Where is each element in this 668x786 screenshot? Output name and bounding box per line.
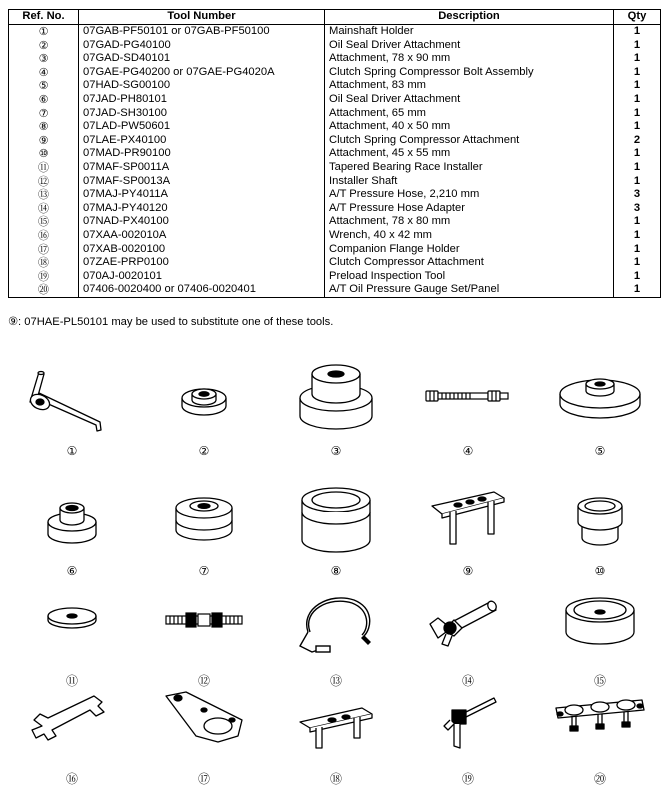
qty-cell: 1 [614, 175, 661, 189]
header-description: Description [325, 10, 614, 25]
tool-number-cell: 07LAE-PX40100 [79, 134, 325, 148]
ref-cell: ⑨ [9, 134, 79, 148]
ref-cell: ⑬ [9, 188, 79, 202]
ref-cell: ② [9, 39, 79, 53]
tool-label: ⑤ [594, 444, 606, 458]
qty-cell: 1 [614, 215, 661, 229]
attachment-65-icon [138, 478, 270, 560]
table-row [9, 39, 661, 53]
tool-label: ① [66, 444, 78, 458]
tool-illustration [402, 588, 534, 694]
tool-number-cell: 07NAD-PX40100 [79, 215, 325, 229]
tool-illustration [402, 358, 534, 464]
tool-number-cell: 07GAE-PG40200 or 07GAE-PG4020A [79, 66, 325, 80]
bearing-race-installer-icon [6, 588, 138, 670]
qty-cell: 1 [614, 39, 661, 53]
ref-cell: ⑯ [9, 229, 79, 243]
qty-cell: 1 [614, 79, 661, 93]
description-cell: Attachment, 65 mm [325, 107, 614, 121]
qty-cell: 1 [614, 161, 661, 175]
ref-cell: ③ [9, 52, 79, 66]
qty-cell: 1 [614, 120, 661, 134]
tool-illustration [534, 478, 666, 584]
tool-illustration [6, 686, 138, 786]
tool-number-cell: 07MAD-PR90100 [79, 147, 325, 161]
tool-number-cell: 07ZAE-PRP0100 [79, 256, 325, 270]
wrench-icon [6, 686, 138, 768]
attachment-78x90-icon [270, 358, 402, 440]
description-cell: Clutch Spring Compressor Bolt Assembly [325, 66, 614, 80]
attachment-83-icon [534, 358, 666, 440]
table-row [9, 25, 661, 39]
pressure-hose-icon [270, 588, 402, 670]
qty-cell: 1 [614, 283, 661, 297]
ref-cell: ⑤ [9, 79, 79, 93]
table-row [9, 256, 661, 270]
table-body [9, 25, 661, 298]
tool-number-cell: 07MAF-SP0011A [79, 161, 325, 175]
note-text: : 07HAE-PL50101 may be used to substitute one of these tools. [18, 316, 334, 328]
ref-cell: ① [9, 25, 79, 39]
ref-cell: ⑰ [9, 243, 79, 257]
table-row [9, 107, 661, 121]
description-cell: Clutch Compressor Attachment [325, 256, 614, 270]
qty-cell: 3 [614, 202, 661, 216]
spring-compressor-attachment-icon [402, 478, 534, 560]
table-row [9, 215, 661, 229]
table-row [9, 243, 661, 257]
table-row [9, 93, 661, 107]
qty-cell: 1 [614, 256, 661, 270]
ref-cell: ⑭ [9, 202, 79, 216]
header-qty: Qty [614, 10, 661, 25]
tool-illustration [270, 686, 402, 786]
ref-cell: ⑩ [9, 147, 79, 161]
qty-cell: 1 [614, 52, 661, 66]
tool-illustration [402, 478, 534, 584]
table-row [9, 283, 661, 297]
tool-illustration [138, 686, 270, 786]
tool-number-cell: 07GAD-PG40100 [79, 39, 325, 53]
qty-cell: 1 [614, 229, 661, 243]
qty-cell: 1 [614, 270, 661, 284]
description-cell: Oil Seal Driver Attachment [325, 93, 614, 107]
clutch-compressor-attachment-icon [270, 686, 402, 768]
attachment-45x55-icon [534, 478, 666, 560]
special-tools-table [8, 9, 661, 298]
table-row [9, 270, 661, 284]
description-cell: Attachment, 78 x 90 mm [325, 52, 614, 66]
description-cell: Oil Seal Driver Attachment [325, 39, 614, 53]
qty-cell: 3 [614, 188, 661, 202]
tool-illustration [6, 478, 138, 584]
tool-number-cell: 07MAJ-PY4011A [79, 188, 325, 202]
ref-cell: ⑳ [9, 283, 79, 297]
tool-number-cell: 07XAA-002010A [79, 229, 325, 243]
pressure-gauge-panel-icon [534, 686, 666, 768]
tool-illustration [270, 588, 402, 694]
tool-illustration [534, 686, 666, 786]
attachment-40x50-icon [270, 478, 402, 560]
tool-illustration [270, 358, 402, 464]
table-row [9, 202, 661, 216]
companion-flange-holder-icon [138, 686, 270, 768]
tool-illustration [138, 478, 270, 584]
qty-cell: 2 [614, 134, 661, 148]
table-row [9, 120, 661, 134]
tool-number-cell: 07XAB-0020100 [79, 243, 325, 257]
qty-cell: 1 [614, 107, 661, 121]
ref-cell: ⑲ [9, 270, 79, 284]
oil-seal-driver-attachment-icon [6, 478, 138, 560]
tool-label: ⑯ [65, 772, 78, 786]
tool-illustration [534, 358, 666, 464]
header-ref-no: Ref. No. [9, 10, 79, 25]
tool-label: ⑰ [197, 772, 210, 786]
tool-label: ⑩ [594, 564, 606, 578]
tool-label: ⑱ [329, 772, 342, 786]
table-row [9, 229, 661, 243]
tool-number-cell: 07GAD-SD40101 [79, 52, 325, 66]
table-row [9, 161, 661, 175]
qty-cell: 1 [614, 66, 661, 80]
ref-cell: ⑮ [9, 215, 79, 229]
table-row [9, 188, 661, 202]
ref-cell: ⑥ [9, 93, 79, 107]
tool-number-cell: 07HAD-SG00100 [79, 79, 325, 93]
table-row [9, 147, 661, 161]
tool-number-cell: 07LAD-PW50601 [79, 120, 325, 134]
tool-illustration [270, 478, 402, 584]
ref-cell: ⑫ [9, 175, 79, 189]
table-row [9, 66, 661, 80]
ref-cell: ⑧ [9, 120, 79, 134]
description-cell: A/T Oil Pressure Gauge Set/Panel [325, 283, 614, 297]
description-cell: Tapered Bearing Race Installer [325, 161, 614, 175]
tool-illustration [6, 588, 138, 694]
table-row [9, 52, 661, 66]
tool-number-cell: 07MAJ-PY40120 [79, 202, 325, 216]
description-cell: Attachment, 78 x 80 mm [325, 215, 614, 229]
mainshaft-holder-icon [6, 358, 138, 440]
pressure-hose-adapter-icon [402, 588, 534, 670]
description-cell: Preload Inspection Tool [325, 270, 614, 284]
ref-cell: ④ [9, 66, 79, 80]
description-cell: A/T Pressure Hose, 2,210 mm [325, 188, 614, 202]
tool-illustration [402, 686, 534, 786]
note-ref-symbol: ⑨ [8, 315, 19, 328]
tool-label: ⑲ [461, 772, 474, 786]
description-cell: Attachment, 40 x 50 mm [325, 120, 614, 134]
description-cell: Attachment, 45 x 55 mm [325, 147, 614, 161]
tool-label: ⑦ [198, 564, 210, 578]
ref-cell: ⑪ [9, 161, 79, 175]
spring-compressor-bolt-icon [402, 358, 534, 440]
tool-label: ⑨ [462, 564, 474, 578]
tool-label: ⑭ [461, 674, 474, 688]
description-cell: Mainshaft Holder [325, 25, 614, 39]
table-row [9, 175, 661, 189]
tool-label: ⑧ [330, 564, 342, 578]
qty-cell: 1 [614, 243, 661, 257]
tool-illustration [6, 358, 138, 464]
tool-number-cell: 07JAD-PH80101 [79, 93, 325, 107]
preload-inspection-tool-icon [402, 686, 534, 768]
tool-label: ② [198, 444, 210, 458]
tool-label: ⑳ [593, 772, 606, 786]
tool-label: ③ [330, 444, 342, 458]
tool-label: ④ [462, 444, 474, 458]
tool-label: ⑪ [65, 674, 78, 688]
description-cell: Attachment, 83 mm [325, 79, 614, 93]
tool-number-cell: 070AJ-0020101 [79, 270, 325, 284]
description-cell: Wrench, 40 x 42 mm [325, 229, 614, 243]
ref-cell: ⑱ [9, 256, 79, 270]
tool-illustration [138, 588, 270, 694]
tool-label: ⑥ [66, 564, 78, 578]
tool-number-cell: 07406-0020400 or 07406-0020401 [79, 283, 325, 297]
substitution-note [8, 315, 333, 329]
description-cell: Clutch Spring Compressor Attachment [325, 134, 614, 148]
ref-cell: ⑦ [9, 107, 79, 121]
attachment-78x80-icon [534, 588, 666, 670]
installer-shaft-icon [138, 588, 270, 670]
tool-label: ⑮ [593, 674, 606, 688]
tool-label: ⑫ [197, 674, 210, 688]
qty-cell: 1 [614, 25, 661, 39]
qty-cell: 1 [614, 93, 661, 107]
tool-illustration [534, 588, 666, 694]
qty-cell: 1 [614, 147, 661, 161]
tool-number-cell: 07GAB-PF50101 or 07GAB-PF50100 [79, 25, 325, 39]
description-cell: Installer Shaft [325, 175, 614, 189]
header-tool-number: Tool Number [79, 10, 325, 25]
tool-label: ⑬ [329, 674, 342, 688]
table-row [9, 134, 661, 148]
tool-number-cell: 07MAF-SP0013A [79, 175, 325, 189]
description-cell: Companion Flange Holder [325, 243, 614, 257]
table-row [9, 79, 661, 93]
tool-number-cell: 07JAD-SH30100 [79, 107, 325, 121]
oil-seal-driver-attachment-icon [138, 358, 270, 440]
description-cell: A/T Pressure Hose Adapter [325, 202, 614, 216]
table-header-row [9, 10, 661, 25]
tool-illustration [138, 358, 270, 464]
